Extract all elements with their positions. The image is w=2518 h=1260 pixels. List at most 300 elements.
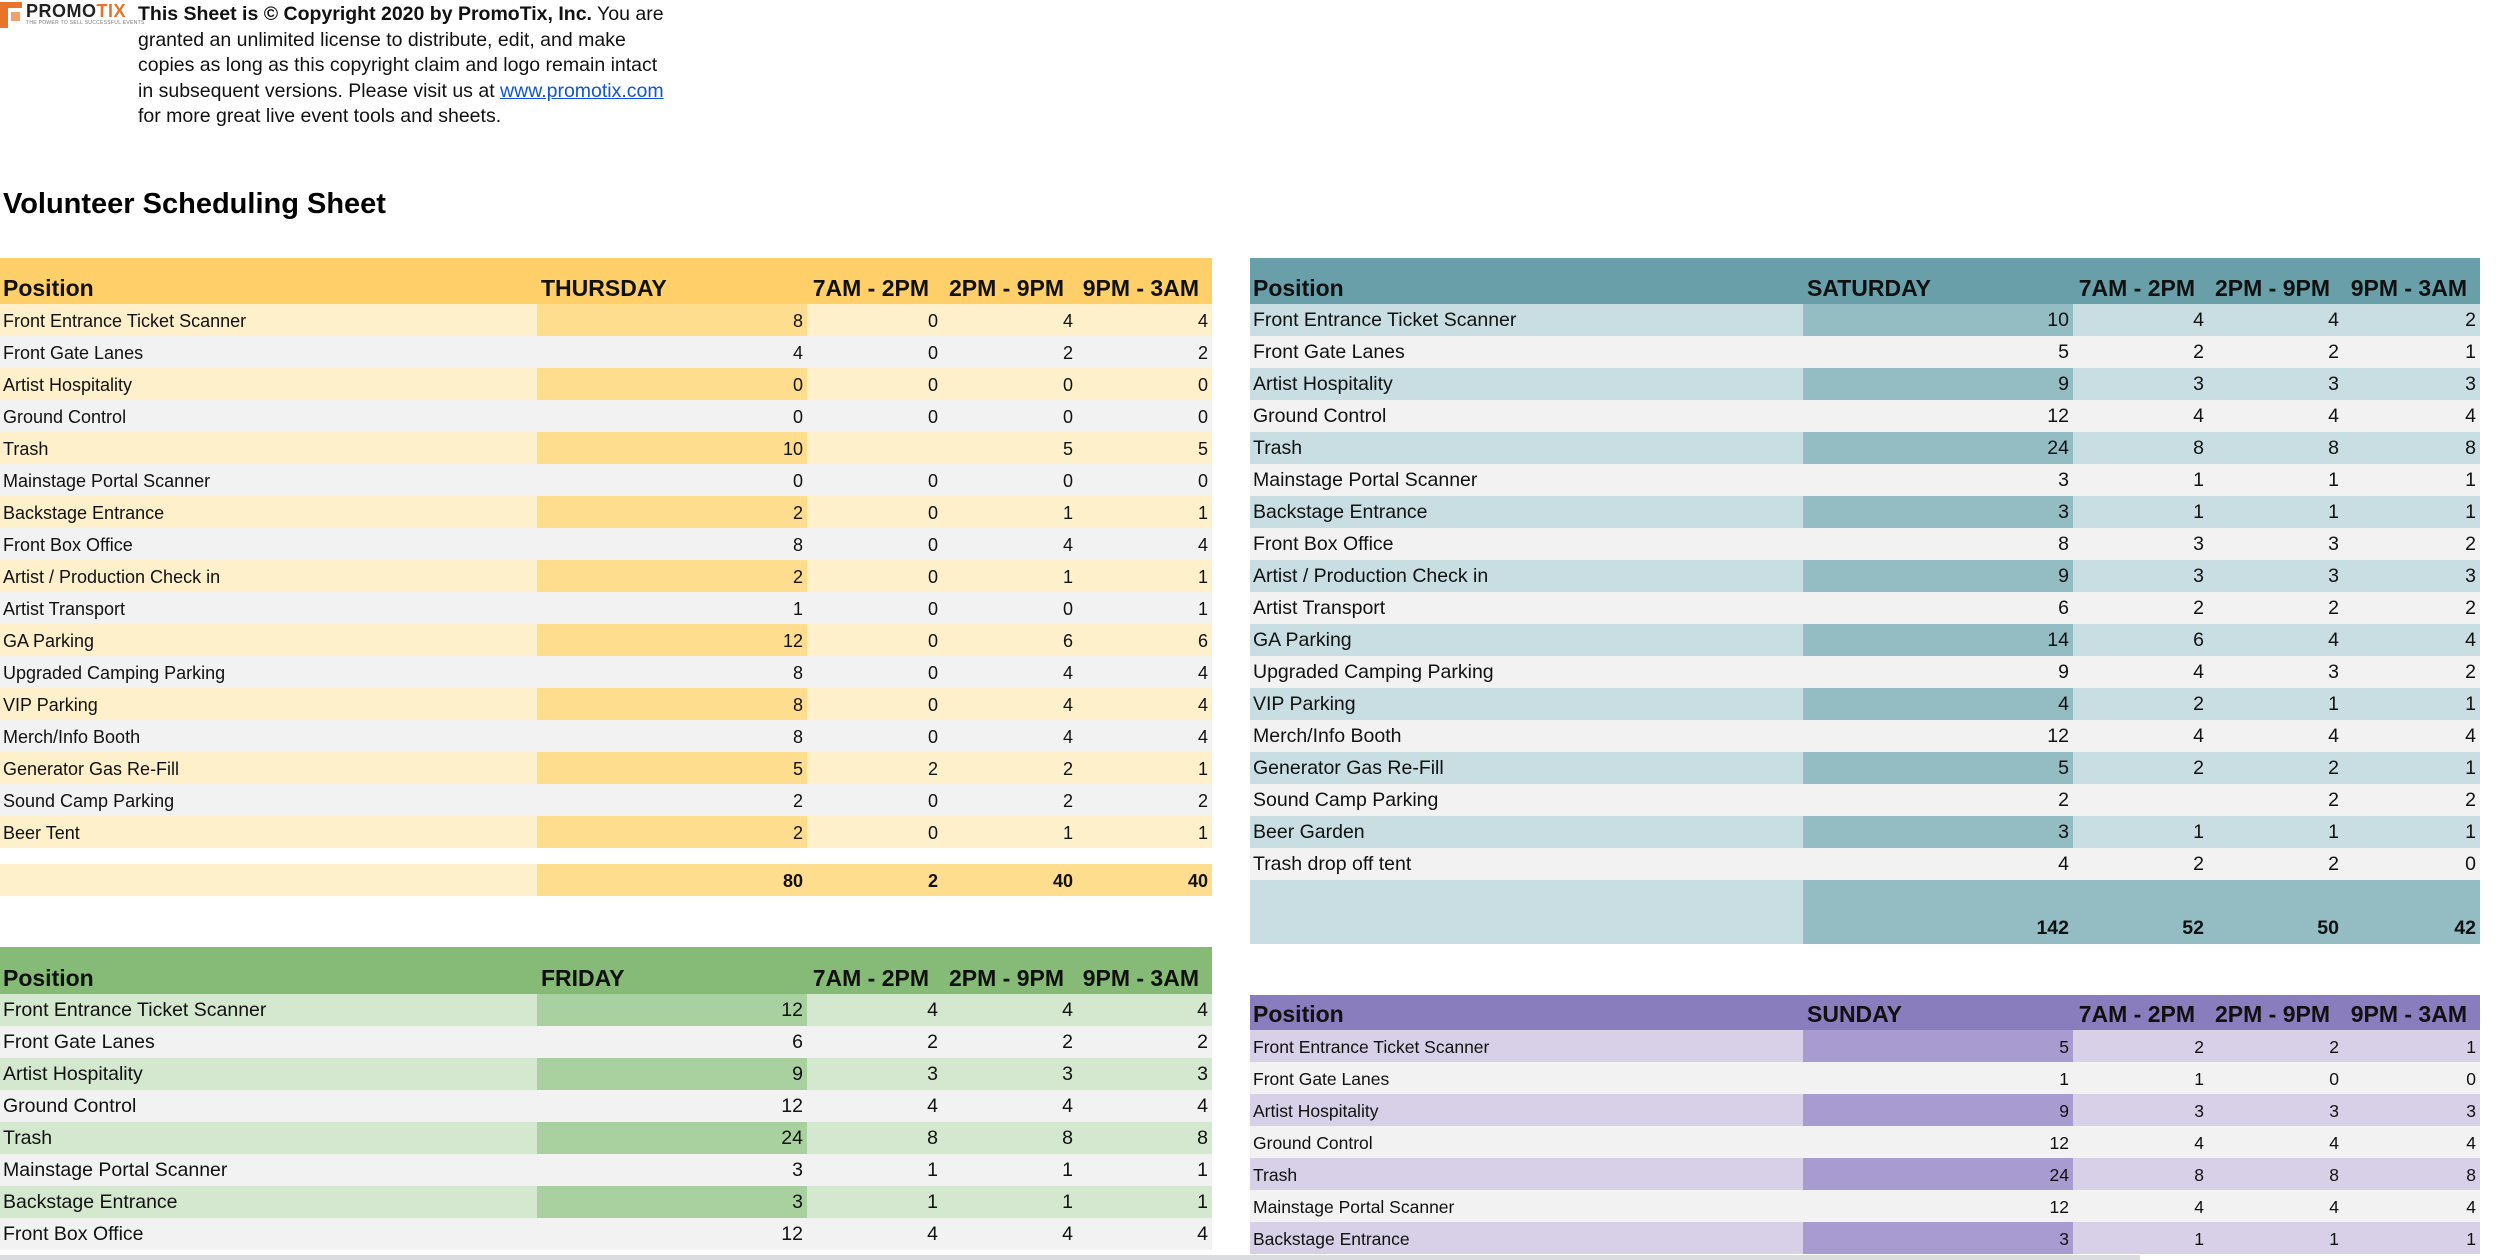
shift1-cell-text: 4 — [2193, 405, 2204, 427]
shift2-cell[interactable] — [942, 560, 1077, 592]
total-cell[interactable] — [537, 496, 807, 528]
position-cell[interactable] — [0, 304, 537, 336]
shift3-cell[interactable] — [2343, 1222, 2480, 1254]
position-cell[interactable] — [0, 1090, 537, 1122]
shift3-cell[interactable] — [2343, 560, 2480, 592]
position-cell[interactable] — [0, 464, 537, 496]
position-cell[interactable] — [0, 496, 537, 528]
shift1-cell[interactable] — [807, 528, 942, 560]
total-cell[interactable] — [1803, 1094, 2073, 1126]
position-cell[interactable] — [1250, 1158, 1803, 1190]
shift3-cell[interactable] — [1077, 1186, 1212, 1218]
total-cell-text: 8 — [792, 311, 803, 331]
promotix-link[interactable]: www.promotix.com — [500, 79, 664, 102]
position-cell[interactable] — [1250, 816, 1803, 848]
horizontal-scrollbar[interactable] — [0, 1255, 2140, 1260]
shift2-cell[interactable] — [942, 1122, 1077, 1154]
shift3-cell[interactable] — [1077, 994, 1212, 1026]
total-cell[interactable] — [537, 560, 807, 592]
shift2-cell[interactable] — [942, 400, 1077, 432]
shift1-cell[interactable] — [807, 304, 942, 336]
shift2-cell[interactable] — [2208, 1158, 2343, 1190]
total-cell[interactable] — [537, 816, 807, 848]
shift1-cell-text: 0 — [927, 407, 938, 427]
shift2-cell[interactable] — [2208, 720, 2343, 752]
friday-header-position[interactable] — [0, 947, 537, 994]
shift2-cell-text: 0 — [1062, 375, 1073, 395]
shift1-cell[interactable] — [2073, 528, 2208, 560]
shift1-cell[interactable] — [2073, 336, 2208, 368]
shift2-cell[interactable] — [2208, 816, 2343, 848]
shift2-total-cell[interactable] — [2208, 880, 2343, 944]
total-cell-text: 2 — [792, 823, 803, 843]
position-cell[interactable] — [1250, 464, 1803, 496]
shift1-cell[interactable] — [2073, 624, 2208, 656]
total-cell[interactable] — [537, 336, 807, 368]
shift2-cell[interactable] — [942, 784, 1077, 816]
shift1-cell[interactable] — [807, 336, 942, 368]
position-cell[interactable] — [0, 1122, 537, 1154]
shift2-cell[interactable] — [2208, 688, 2343, 720]
shift3-cell[interactable] — [2343, 1158, 2480, 1190]
position-cell[interactable] — [1250, 848, 1803, 880]
shift2-cell[interactable] — [2208, 656, 2343, 688]
total-cell[interactable] — [1803, 368, 2073, 400]
shift1-cell[interactable] — [807, 816, 942, 848]
shift3-cell[interactable] — [2343, 752, 2480, 784]
position-cell[interactable] — [0, 336, 537, 368]
thursday-header-shift2[interactable] — [942, 258, 1077, 304]
thursday-header-shift2-text: 2PM - 9PM — [948, 275, 1064, 301]
shift3-cell[interactable] — [1077, 720, 1212, 752]
total-cell[interactable] — [1803, 784, 2073, 816]
shift2-cell[interactable] — [2208, 304, 2343, 336]
shift3-cell[interactable] — [1077, 816, 1212, 848]
shift1-total-cell[interactable] — [2073, 880, 2208, 944]
shift3-cell[interactable] — [2343, 304, 2480, 336]
shift1-cell[interactable] — [807, 624, 942, 656]
shift2-cell[interactable] — [2208, 560, 2343, 592]
shift3-total-cell[interactable] — [1077, 864, 1212, 896]
total-cell[interactable] — [537, 1058, 807, 1090]
shift2-cell[interactable] — [2208, 1222, 2343, 1254]
shift1-cell[interactable] — [2073, 400, 2208, 432]
shift1-cell[interactable] — [807, 1058, 942, 1090]
total-cell[interactable] — [537, 464, 807, 496]
shift1-cell[interactable] — [807, 688, 942, 720]
shift3-cell[interactable] — [2343, 1094, 2480, 1126]
shift3-cell[interactable] — [2343, 784, 2480, 816]
friday-header-shift2[interactable] — [942, 947, 1077, 994]
shift2-cell[interactable] — [2208, 432, 2343, 464]
shift3-cell[interactable] — [2343, 336, 2480, 368]
shift3-cell[interactable] — [2343, 816, 2480, 848]
shift3-cell-text: 1 — [2465, 757, 2476, 779]
position-cell[interactable] — [0, 432, 537, 464]
saturday-header-position[interactable] — [1250, 258, 1803, 304]
position-cell[interactable] — [0, 784, 537, 816]
saturday-header-day[interactable] — [1803, 258, 2073, 304]
shift1-cell[interactable] — [2073, 688, 2208, 720]
shift1-cell[interactable] — [2073, 848, 2208, 880]
shift1-cell[interactable] — [807, 400, 942, 432]
shift3-cell[interactable] — [1077, 464, 1212, 496]
shift3-cell[interactable] — [2343, 848, 2480, 880]
total-cell[interactable] — [1803, 1222, 2073, 1254]
shift1-cell[interactable] — [807, 1122, 942, 1154]
shift1-cell[interactable] — [807, 656, 942, 688]
position-cell[interactable] — [0, 368, 537, 400]
shift1-cell[interactable] — [807, 1090, 942, 1122]
friday-header-shift1[interactable] — [807, 947, 942, 994]
shift3-cell[interactable] — [2343, 720, 2480, 752]
shift3-total-cell[interactable] — [2343, 880, 2480, 944]
shift1-cell[interactable] — [2073, 1062, 2208, 1094]
shift2-cell[interactable] — [942, 1058, 1077, 1090]
total-cell-text: 4 — [2058, 693, 2069, 715]
position-cell[interactable] — [1250, 304, 1803, 336]
total-cell[interactable] — [1803, 1030, 2073, 1062]
shift3-cell[interactable] — [1077, 1154, 1212, 1186]
total-cell[interactable] — [1803, 304, 2073, 336]
shift2-cell-text: 2 — [1062, 1031, 1073, 1053]
shift1-cell[interactable] — [2073, 304, 2208, 336]
shift2-cell[interactable] — [942, 368, 1077, 400]
shift3-cell[interactable] — [1077, 496, 1212, 528]
position-cell[interactable] — [0, 720, 537, 752]
shift1-cell[interactable] — [2073, 656, 2208, 688]
shift2-cell[interactable] — [942, 752, 1077, 784]
total-cell[interactable] — [1803, 720, 2073, 752]
position-cell[interactable] — [1250, 432, 1803, 464]
shift2-cell-text: 4 — [1062, 311, 1073, 331]
position-cell[interactable] — [1250, 400, 1803, 432]
position-cell[interactable] — [0, 1058, 537, 1090]
total-cell[interactable] — [537, 994, 807, 1026]
sunday-header-day[interactable] — [1803, 995, 2073, 1030]
shift2-cell[interactable] — [942, 994, 1077, 1026]
position-cell[interactable] — [1250, 368, 1803, 400]
thursday-header-shift1[interactable] — [807, 258, 942, 304]
shift2-cell[interactable] — [942, 1154, 1077, 1186]
position-cell[interactable] — [1250, 784, 1803, 816]
shift1-cell[interactable] — [2073, 464, 2208, 496]
shift1-cell[interactable] — [807, 560, 942, 592]
grand-total-cell[interactable] — [537, 864, 807, 896]
shift2-cell[interactable] — [942, 720, 1077, 752]
shift1-cell[interactable] — [807, 432, 942, 464]
friday-header-shift3[interactable] — [1077, 947, 1212, 994]
shift2-cell[interactable] — [942, 1026, 1077, 1058]
shift1-cell[interactable] — [807, 1186, 942, 1218]
shift3-cell[interactable] — [1077, 624, 1212, 656]
shift1-cell-text: 1 — [2193, 501, 2204, 523]
position-cell[interactable] — [0, 400, 537, 432]
position-cell[interactable] — [1250, 624, 1803, 656]
position-cell[interactable] — [0, 1186, 537, 1218]
shift3-cell[interactable] — [2343, 432, 2480, 464]
shift2-cell[interactable] — [2208, 784, 2343, 816]
total-cell[interactable] — [1803, 336, 2073, 368]
table-row — [1250, 720, 2480, 752]
shift1-cell[interactable] — [2073, 496, 2208, 528]
shift3-cell[interactable] — [1077, 784, 1212, 816]
shift1-cell[interactable] — [807, 784, 942, 816]
sunday-header-shift1[interactable] — [2073, 995, 2208, 1030]
position-cell[interactable] — [1250, 1062, 1803, 1094]
shift3-cell[interactable] — [1077, 560, 1212, 592]
shift1-cell[interactable] — [807, 1026, 942, 1058]
shift3-cell[interactable] — [1077, 336, 1212, 368]
shift1-cell[interactable] — [807, 1154, 942, 1186]
shift1-cell[interactable] — [2073, 592, 2208, 624]
shift1-cell[interactable] — [2073, 560, 2208, 592]
position-cell[interactable] — [0, 1154, 537, 1186]
total-cell[interactable] — [537, 1154, 807, 1186]
shift2-cell[interactable] — [2208, 528, 2343, 560]
total-cell[interactable] — [1803, 1062, 2073, 1094]
total-cell[interactable] — [1803, 752, 2073, 784]
total-cell[interactable] — [1803, 624, 2073, 656]
shift2-cell[interactable] — [2208, 336, 2343, 368]
totals-label-cell[interactable] — [0, 864, 537, 896]
total-cell[interactable] — [537, 1026, 807, 1058]
total-cell[interactable] — [1803, 688, 2073, 720]
total-cell[interactable] — [537, 656, 807, 688]
position-cell[interactable] — [1250, 1222, 1803, 1254]
total-cell[interactable] — [1803, 528, 2073, 560]
position-cell[interactable] — [0, 994, 537, 1026]
total-cell[interactable] — [537, 304, 807, 336]
position-cell[interactable] — [1250, 1094, 1803, 1126]
total-cell[interactable] — [537, 1090, 807, 1122]
position-cell[interactable] — [1250, 720, 1803, 752]
shift3-cell[interactable] — [1077, 368, 1212, 400]
total-cell[interactable] — [1803, 400, 2073, 432]
total-cell[interactable] — [537, 368, 807, 400]
total-cell[interactable] — [1803, 1158, 2073, 1190]
shift2-cell[interactable] — [2208, 1094, 2343, 1126]
position-cell[interactable] — [1250, 752, 1803, 784]
shift2-cell[interactable] — [2208, 400, 2343, 432]
shift2-cell[interactable] — [942, 464, 1077, 496]
shift2-cell[interactable] — [942, 432, 1077, 464]
shift1-cell[interactable] — [2073, 720, 2208, 752]
shift3-cell[interactable] — [1077, 688, 1212, 720]
position-cell[interactable] — [0, 816, 537, 848]
total-cell[interactable] — [537, 432, 807, 464]
shift1-cell[interactable] — [2073, 1030, 2208, 1062]
shift2-cell[interactable] — [942, 656, 1077, 688]
shift2-cell[interactable] — [942, 816, 1077, 848]
shift3-cell[interactable] — [2343, 464, 2480, 496]
sunday-header-position[interactable] — [1250, 995, 1803, 1030]
friday-header-day[interactable] — [537, 947, 807, 994]
total-cell[interactable] — [537, 624, 807, 656]
thursday-header-day[interactable] — [537, 258, 807, 304]
total-cell[interactable] — [537, 528, 807, 560]
shift2-cell[interactable] — [2208, 848, 2343, 880]
position-cell[interactable] — [1250, 1126, 1803, 1158]
total-cell[interactable] — [537, 784, 807, 816]
total-cell[interactable] — [1803, 464, 2073, 496]
position-cell[interactable] — [0, 560, 537, 592]
shift1-cell[interactable] — [807, 592, 942, 624]
shift3-cell[interactable] — [1077, 1122, 1212, 1154]
total-cell[interactable] — [1803, 656, 2073, 688]
shift2-cell[interactable] — [2208, 752, 2343, 784]
position-cell[interactable] — [1250, 496, 1803, 528]
position-cell[interactable] — [1250, 528, 1803, 560]
shift2-cell[interactable] — [2208, 496, 2343, 528]
shift3-cell[interactable] — [2343, 1126, 2480, 1158]
shift1-cell[interactable] — [807, 720, 942, 752]
shift1-cell[interactable] — [807, 496, 942, 528]
shift3-cell[interactable] — [1077, 528, 1212, 560]
shift2-cell[interactable] — [2208, 1190, 2343, 1222]
total-cell[interactable] — [1803, 592, 2073, 624]
shift1-cell[interactable] — [2073, 1126, 2208, 1158]
position-cell[interactable] — [0, 656, 537, 688]
shift3-cell[interactable] — [2343, 1190, 2480, 1222]
shift2-total-cell[interactable] — [942, 864, 1077, 896]
shift2-cell[interactable] — [2208, 1062, 2343, 1094]
shift3-cell[interactable] — [2343, 688, 2480, 720]
saturday-header-day-text: SATURDAY — [1807, 275, 1931, 301]
shift2-cell[interactable] — [942, 688, 1077, 720]
total-cell[interactable] — [537, 1218, 807, 1250]
total-cell[interactable] — [1803, 816, 2073, 848]
shift1-cell[interactable] — [2073, 1158, 2208, 1190]
shift3-cell[interactable] — [1077, 432, 1212, 464]
position-cell[interactable] — [1250, 560, 1803, 592]
total-cell[interactable] — [537, 1122, 807, 1154]
shift2-cell[interactable] — [942, 496, 1077, 528]
position-cell[interactable] — [1250, 1030, 1803, 1062]
shift1-cell[interactable] — [807, 1218, 942, 1250]
shift3-cell[interactable] — [2343, 400, 2480, 432]
total-cell[interactable] — [1803, 560, 2073, 592]
shift3-cell[interactable] — [1077, 400, 1212, 432]
shift3-cell[interactable] — [2343, 528, 2480, 560]
position-cell[interactable] — [0, 528, 537, 560]
total-cell[interactable] — [537, 752, 807, 784]
shift3-cell[interactable] — [2343, 656, 2480, 688]
saturday-header-shift3[interactable] — [2343, 258, 2480, 304]
sunday-header-shift3[interactable] — [2343, 995, 2480, 1030]
total-cell[interactable] — [1803, 432, 2073, 464]
shift3-cell[interactable] — [2343, 496, 2480, 528]
shift2-cell[interactable] — [942, 336, 1077, 368]
saturday-header-shift2[interactable] — [2208, 258, 2343, 304]
thursday-header-shift3[interactable] — [1077, 258, 1212, 304]
position-cell[interactable] — [0, 752, 537, 784]
shift3-cell[interactable] — [1077, 656, 1212, 688]
total-cell[interactable] — [1803, 848, 2073, 880]
grand-total-cell[interactable] — [1803, 880, 2073, 944]
shift3-cell[interactable] — [2343, 592, 2480, 624]
shift3-cell[interactable] — [1077, 1090, 1212, 1122]
shift3-cell[interactable] — [2343, 368, 2480, 400]
shift3-cell[interactable] — [1077, 592, 1212, 624]
shift2-cell[interactable] — [2208, 624, 2343, 656]
shift1-cell[interactable] — [2073, 1222, 2208, 1254]
position-cell[interactable] — [0, 1218, 537, 1250]
shift3-cell[interactable] — [1077, 1218, 1212, 1250]
shift3-cell[interactable] — [2343, 1030, 2480, 1062]
total-cell[interactable] — [537, 1186, 807, 1218]
position-cell[interactable] — [0, 624, 537, 656]
total-cell[interactable] — [1803, 1126, 2073, 1158]
shift2-cell[interactable] — [942, 528, 1077, 560]
total-cell[interactable] — [537, 720, 807, 752]
total-cell[interactable] — [537, 400, 807, 432]
shift1-cell[interactable] — [2073, 816, 2208, 848]
total-cell[interactable] — [537, 688, 807, 720]
position-cell[interactable] — [1250, 336, 1803, 368]
shift2-cell[interactable] — [2208, 1126, 2343, 1158]
shift2-cell[interactable] — [942, 1218, 1077, 1250]
shift3-cell[interactable] — [2343, 1062, 2480, 1094]
shift1-total-cell[interactable] — [807, 864, 942, 896]
shift1-cell[interactable] — [2073, 1094, 2208, 1126]
shift3-cell[interactable] — [1077, 1058, 1212, 1090]
shift2-cell[interactable] — [942, 624, 1077, 656]
totals-label-cell[interactable] — [1250, 880, 1803, 944]
shift2-cell[interactable] — [2208, 1030, 2343, 1062]
shift2-cell[interactable] — [2208, 592, 2343, 624]
total-cell-text: 8 — [792, 695, 803, 715]
shift2-cell[interactable] — [2208, 368, 2343, 400]
shift3-cell[interactable] — [1077, 752, 1212, 784]
shift1-cell[interactable] — [807, 994, 942, 1026]
shift1-cell[interactable] — [807, 752, 942, 784]
shift1-cell[interactable] — [807, 464, 942, 496]
shift2-cell-text: 8 — [2329, 1165, 2339, 1185]
shift3-cell[interactable] — [1077, 1026, 1212, 1058]
shift3-cell[interactable] — [1077, 304, 1212, 336]
position-cell[interactable] — [1250, 1190, 1803, 1222]
shift2-cell[interactable] — [942, 1090, 1077, 1122]
total-cell[interactable] — [537, 592, 807, 624]
shift3-cell-text: 1 — [2466, 1037, 2476, 1057]
shift2-cell[interactable] — [942, 304, 1077, 336]
thursday-header-position[interactable] — [0, 258, 537, 304]
position-cell[interactable] — [1250, 688, 1803, 720]
position-cell[interactable] — [0, 688, 537, 720]
shift2-cell[interactable] — [2208, 464, 2343, 496]
position-cell[interactable] — [1250, 592, 1803, 624]
shift1-cell[interactable] — [2073, 368, 2208, 400]
total-cell[interactable] — [1803, 496, 2073, 528]
shift2-cell[interactable] — [942, 1186, 1077, 1218]
shift3-cell[interactable] — [2343, 624, 2480, 656]
position-cell[interactable] — [0, 592, 537, 624]
shift1-cell[interactable] — [2073, 784, 2208, 816]
total-cell[interactable] — [1803, 1190, 2073, 1222]
position-cell[interactable] — [0, 1026, 537, 1058]
shift3-cell-text: 1 — [2466, 1229, 2476, 1249]
shift1-cell[interactable] — [2073, 752, 2208, 784]
shift1-cell[interactable] — [2073, 1190, 2208, 1222]
shift2-cell[interactable] — [942, 592, 1077, 624]
position-cell[interactable] — [1250, 656, 1803, 688]
saturday-header-shift1[interactable] — [2073, 258, 2208, 304]
shift1-cell[interactable] — [2073, 432, 2208, 464]
shift1-cell[interactable] — [807, 368, 942, 400]
sunday-header-shift2[interactable] — [2208, 995, 2343, 1030]
total-cell-text: 24 — [2049, 1165, 2069, 1185]
